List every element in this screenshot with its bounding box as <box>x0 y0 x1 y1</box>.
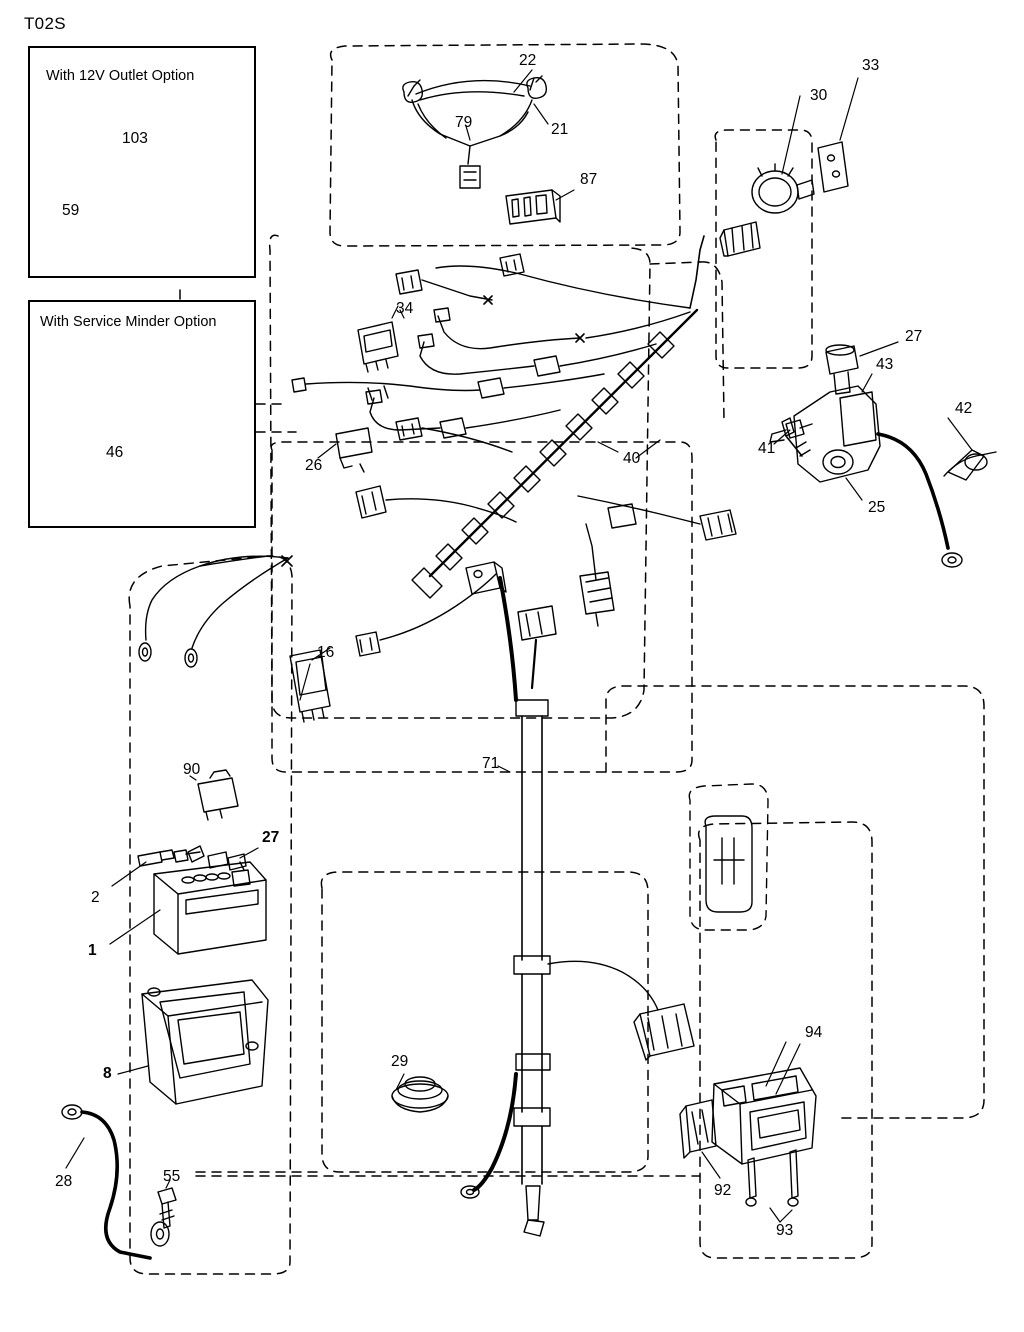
callout-1: 1 <box>88 942 97 959</box>
callout-21: 21 <box>551 121 569 138</box>
callout-40: 40 <box>623 450 641 467</box>
callout-71: 71 <box>482 755 500 772</box>
callout-30: 30 <box>810 87 828 104</box>
callout-93: 93 <box>776 1222 794 1239</box>
callout-34: 34 <box>396 300 414 317</box>
callout-92: 92 <box>714 1182 732 1199</box>
callout-8: 8 <box>103 1065 112 1082</box>
callout-22: 22 <box>519 52 537 69</box>
callout-59: 59 <box>62 202 80 219</box>
callout-79: 79 <box>455 114 473 131</box>
callout-103: 103 <box>122 130 148 147</box>
callout-27-top: 27 <box>905 328 923 345</box>
callout-41: 41 <box>758 440 776 457</box>
callout-42: 42 <box>955 400 973 417</box>
callout-27-battery: 27 <box>262 829 280 846</box>
callout-46: 46 <box>106 444 124 461</box>
inset-service-minder-option <box>28 300 256 528</box>
callout-29: 29 <box>391 1053 409 1070</box>
callout-87: 87 <box>580 171 598 188</box>
callout-43: 43 <box>876 356 894 373</box>
inset-12v-title: With 12V Outlet Option <box>46 68 195 84</box>
callout-28: 28 <box>55 1173 73 1190</box>
callout-26: 26 <box>305 457 323 474</box>
callout-90: 90 <box>183 761 201 778</box>
callout-25: 25 <box>868 499 886 516</box>
callout-94: 94 <box>805 1024 823 1041</box>
callout-16: 16 <box>317 644 335 661</box>
callout-33: 33 <box>862 57 880 74</box>
inset-service-title: With Service Minder Option <box>40 314 217 330</box>
callout-2: 2 <box>91 889 100 906</box>
page-code: T02S <box>24 14 66 33</box>
callout-55: 55 <box>163 1168 181 1185</box>
